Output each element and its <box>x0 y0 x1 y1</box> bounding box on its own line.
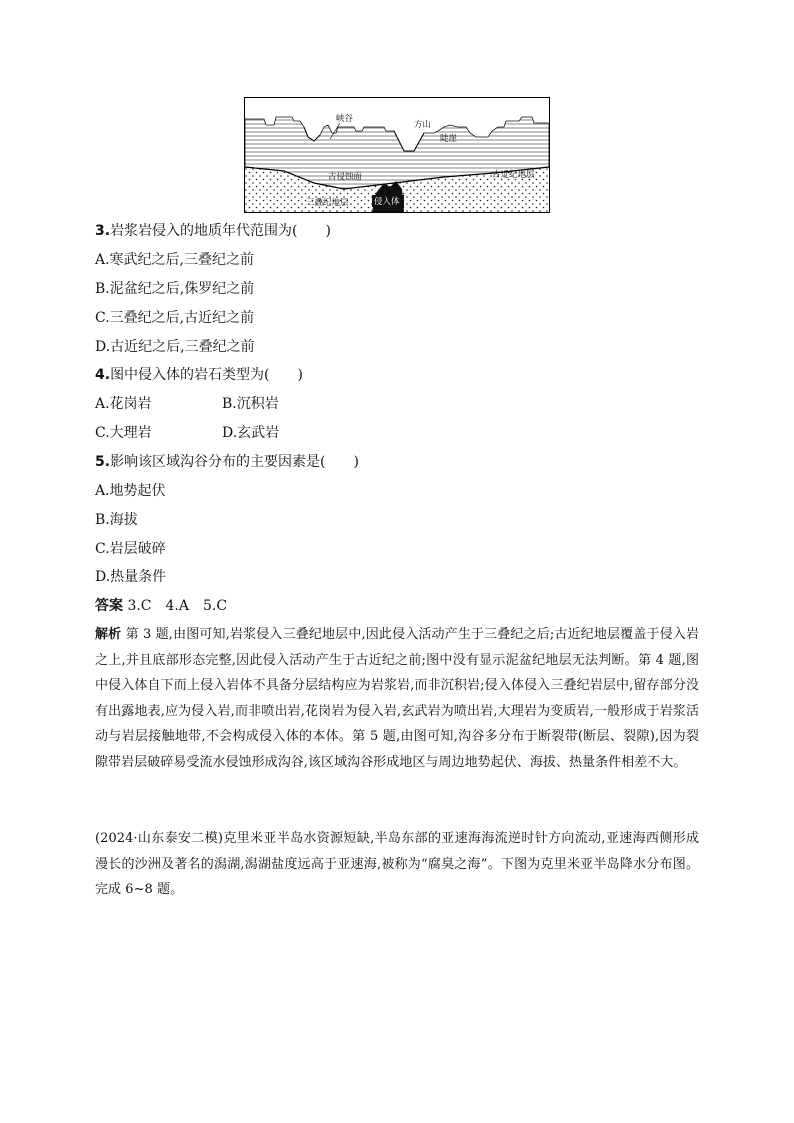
question-4-stem <box>95 366 303 384</box>
question-5-stem <box>95 453 359 471</box>
label-cliff: 陡崖 <box>440 134 458 144</box>
question-3-option-b: B.泥盆纪之后,侏罗纪之前 <box>95 281 255 297</box>
label-canyon: 峡谷 <box>336 114 354 124</box>
geologic-cross-section-figure <box>244 97 550 213</box>
label-unconformity: 古侵蚀面 <box>328 172 363 182</box>
question-5-option-d: D.热量条件 <box>95 569 167 585</box>
answer-text: 3.C 4.A 5.C <box>123 598 228 614</box>
question-3-option-a: A.寒武纪之后,三叠纪之前 <box>95 252 255 268</box>
question-5-option-b: B.海拔 <box>95 512 138 528</box>
question-4-option-a: A.花岗岩 <box>95 396 152 412</box>
next-question-intro: (2024·山东泰安二模)克里米亚半岛水资源短缺,半岛东部的亚速海海流逆时针方向流动,亚速海西侧形成漫长的沙洲及著名的潟湖,潟湖盐度远高于亚速海,被称为“腐臭之海”。下图为克里米亚半岛降水分布图。完成 6~8 题。 <box>95 831 699 897</box>
answer-line <box>95 597 227 615</box>
question-3-option-d: D.古近纪之后,三叠纪之前 <box>95 339 255 355</box>
question-4-option-c: C.大理岩 <box>95 425 152 441</box>
question-5-option-c: C.岩层破碎 <box>95 541 166 557</box>
question-4-text: 图中侵入体的岩石类型为( ) <box>110 367 303 383</box>
analysis-text: 第 3 题,由图可知,岩浆侵入三叠纪地层中,因此侵入活动产生于三叠纪之后;古近纪地层覆盖于侵入岩之上,并且底部形态完整,因此侵入活动产生于古近纪之前;图中没有显示泥盆纪地层无法判断。第 4 题,图中侵入体自下而上侵入岩体不具备分层结构应为岩浆岩,而非沉积岩;侵入体侵入三叠纪岩层中,留存部分没有出露地表,应为侵入岩,而非喷出岩,花岗岩为侵入岩,玄武岩为喷出岩,大理岩为变质岩,一般形成于岩浆活动与岩层接触地带,不会构成侵入体的本体。第 5 题,由图可知,沟谷多分布于断裂带(断层、裂隙),因为裂隙带岩层破碎易受流水侵蚀形成沟谷,该区域沟谷形成地区与周边地势起伏、海拔、热量条件相差不大。 <box>95 627 699 770</box>
question-5-text: 影响该区域沟谷分布的主要因素是( ) <box>110 454 359 470</box>
answer-label: 答案 <box>95 598 123 614</box>
question-4-number: 4. <box>95 367 111 383</box>
label-paleogene: 古近纪地层 <box>492 170 535 180</box>
analysis-paragraph <box>95 622 699 775</box>
question-3-text: 岩浆岩侵入的地质年代范围为( ) <box>110 223 331 239</box>
label-intrusion: 侵入体 <box>374 197 400 207</box>
question-4-option-b: B.沉积岩 <box>222 396 279 412</box>
label-mesa: 方山 <box>414 120 432 130</box>
question-5-number: 5. <box>95 454 111 470</box>
analysis-label: 解析 <box>95 627 122 642</box>
question-4-option-d: D.玄武岩 <box>222 425 280 441</box>
question-3-number: 3. <box>95 223 111 239</box>
question-5-option-a: A.地势起伏 <box>95 483 166 499</box>
question-3-option-c: C.三叠纪之后,古近纪之前 <box>95 310 255 326</box>
question-3-stem <box>95 222 331 240</box>
label-triassic: 三叠纪地层 <box>306 198 349 208</box>
